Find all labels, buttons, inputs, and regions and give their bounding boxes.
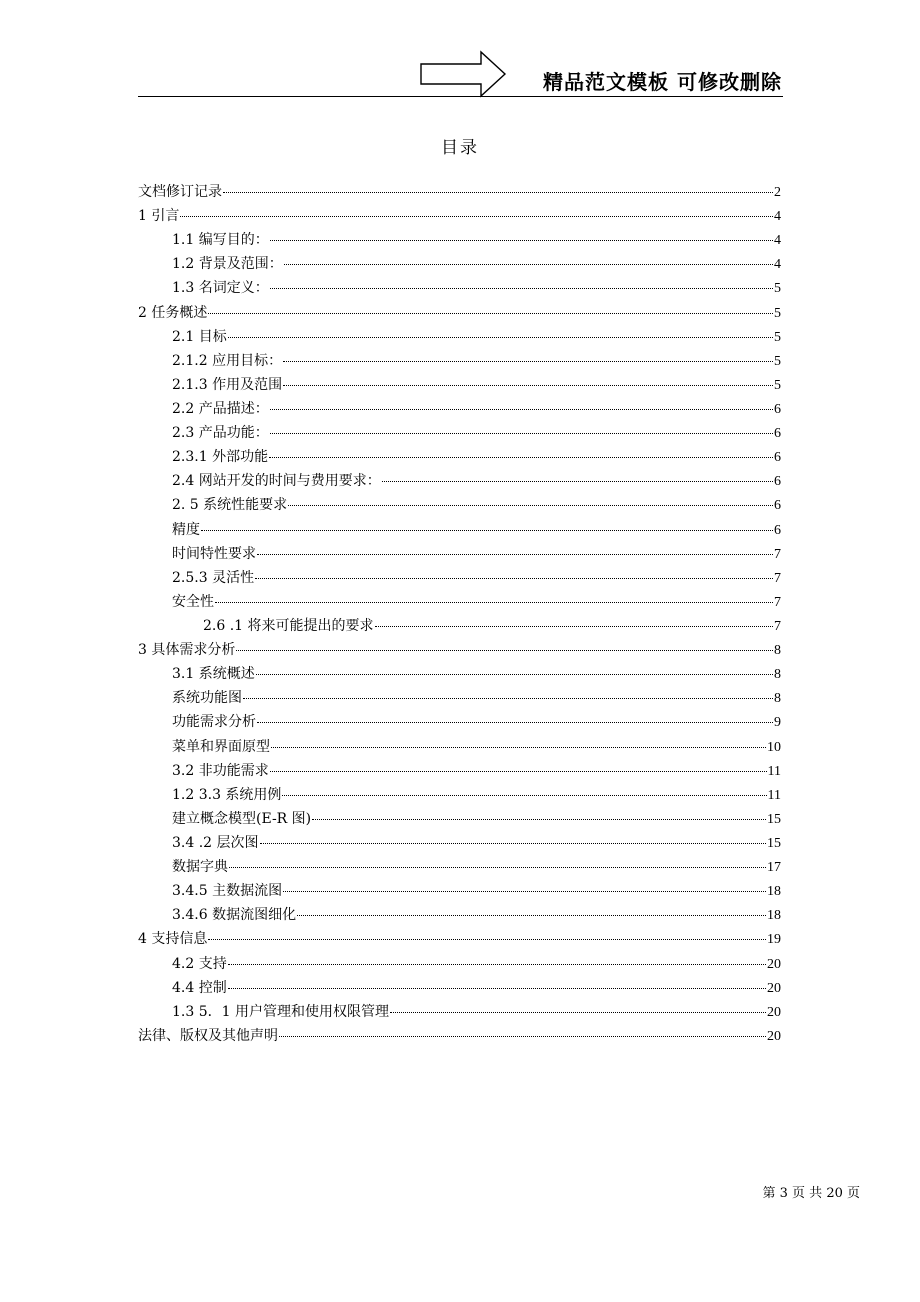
toc-entry-page: 7 xyxy=(774,594,781,610)
toc-dot-leader xyxy=(283,360,773,362)
toc-entry-page: 6 xyxy=(774,498,781,514)
toc-entry-page: 2 xyxy=(774,185,781,200)
toc-entry[interactable] xyxy=(138,590,781,614)
toc-entry[interactable] xyxy=(138,276,781,300)
toc-entry[interactable] xyxy=(138,614,781,638)
toc-entry[interactable] xyxy=(138,228,781,252)
toc-dot-leader xyxy=(255,577,773,579)
toc-dot-leader xyxy=(180,215,773,217)
toc-entry-page: 7 xyxy=(774,618,781,634)
toc-dot-leader xyxy=(257,553,773,555)
toc-dot-leader xyxy=(312,818,766,820)
toc-entry[interactable] xyxy=(138,1000,781,1024)
toc-dot-leader xyxy=(390,1011,766,1013)
toc-dot-leader xyxy=(228,336,773,338)
toc-entry[interactable] xyxy=(138,855,781,879)
toc-dot-leader xyxy=(229,866,766,868)
toc-dot-leader xyxy=(270,239,773,241)
toc-entry-page: 11 xyxy=(767,763,781,779)
toc-entry-title: 1.1 编写目的： xyxy=(172,232,269,249)
toc-entry[interactable] xyxy=(138,566,781,590)
toc-entry[interactable] xyxy=(138,952,781,976)
toc-entry[interactable] xyxy=(138,349,781,373)
toc-entry-title: 2.4 网站开发的时间与费用要求： xyxy=(172,473,381,490)
toc-dot-leader xyxy=(228,963,766,965)
toc-entry-title: 1.3 名词定义： xyxy=(172,280,269,297)
toc-entry[interactable] xyxy=(138,252,781,276)
toc-dot-leader xyxy=(260,842,766,844)
toc-dot-leader xyxy=(236,649,773,651)
toc-entry[interactable] xyxy=(138,662,781,686)
toc-entry-page: 7 xyxy=(774,570,781,586)
toc-dot-leader xyxy=(282,794,766,796)
toc-entry-page: 20 xyxy=(767,1004,781,1020)
toc-entry-title: 3.4.5 主数据流图 xyxy=(172,883,283,900)
toc-entry-page: 5 xyxy=(774,305,781,321)
toc-entry-title: 系统功能图 xyxy=(172,690,242,707)
toc-heading: 目录 xyxy=(441,138,479,158)
toc-dot-leader xyxy=(257,721,773,723)
toc-entry[interactable] xyxy=(138,493,781,517)
toc-entry-title: 4.2 支持 xyxy=(172,955,227,972)
toc-entry-page: 6 xyxy=(774,450,781,466)
toc-dot-leader xyxy=(270,287,773,289)
toc-entry-title: 1 引言 xyxy=(138,208,180,225)
toc-entry-page: 6 xyxy=(774,426,781,442)
toc-entry-title: 菜单和界面原型 xyxy=(172,738,270,755)
toc-entry-page: 6 xyxy=(774,474,781,490)
toc-entry-page: 4 xyxy=(774,233,781,249)
toc-entry[interactable] xyxy=(138,180,781,204)
table-of-contents xyxy=(138,180,781,1048)
toc-entry-title: 2.3.1 外部功能 xyxy=(172,449,269,466)
toc-entry-page: 5 xyxy=(774,377,781,393)
toc-dot-leader xyxy=(228,987,766,989)
toc-dot-leader xyxy=(208,938,766,940)
toc-dot-leader xyxy=(208,312,773,314)
toc-entry-page: 6 xyxy=(774,522,781,538)
toc-entry[interactable] xyxy=(138,1024,781,1048)
toc-entry-title: 3.4 .2 层次图 xyxy=(172,834,259,851)
toc-dot-leader xyxy=(215,601,773,603)
toc-dot-leader xyxy=(243,697,773,699)
toc-entry-page: 15 xyxy=(767,835,781,851)
toc-entry-title: 3.2 非功能需求 xyxy=(172,762,269,779)
toc-dot-leader xyxy=(271,746,766,748)
toc-entry-page: 20 xyxy=(767,1028,781,1044)
toc-entry-title: 3 具体需求分析 xyxy=(138,642,236,659)
toc-entry-title: 2.6 .1 将来可能提出的要求 xyxy=(203,617,374,634)
toc-entry[interactable] xyxy=(138,542,781,566)
toc-entry[interactable] xyxy=(138,445,781,469)
toc-entry-title: 2.1.2 应用目标： xyxy=(172,352,283,369)
toc-entry[interactable] xyxy=(138,421,781,445)
toc-entry-title: 建立概念模型(E-R 图) xyxy=(172,810,312,827)
toc-entry-page: 8 xyxy=(774,643,781,659)
toc-dot-leader xyxy=(297,914,766,916)
toc-entry-page: 18 xyxy=(767,908,781,924)
toc-entry-title: 文档修订记录 xyxy=(138,184,222,200)
toc-dot-leader xyxy=(256,673,773,675)
toc-entry-title: 3.4.6 数据流图细化 xyxy=(172,907,297,924)
toc-entry[interactable] xyxy=(138,710,781,734)
toc-entry[interactable] xyxy=(138,783,781,807)
toc-entry-title: 1.3 5．1 用户管理和使用权限管理 xyxy=(172,1003,389,1020)
toc-entry[interactable] xyxy=(138,397,781,421)
header-divider xyxy=(138,96,783,97)
toc-entry-page: 7 xyxy=(774,546,781,562)
toc-entry[interactable] xyxy=(138,879,781,903)
toc-entry[interactable] xyxy=(138,518,781,542)
toc-entry-title: 时间特性要求 xyxy=(172,545,256,562)
toc-entry[interactable] xyxy=(138,759,781,783)
toc-entry-page: 9 xyxy=(774,715,781,731)
arrow-right-icon xyxy=(419,50,507,98)
toc-entry-title: 1.2 3.3 系统用例 xyxy=(172,786,282,803)
toc-entry[interactable] xyxy=(138,807,781,831)
toc-entry-title: 安全性 xyxy=(172,593,214,610)
toc-entry-page: 4 xyxy=(774,209,781,225)
toc-entry[interactable] xyxy=(138,204,781,228)
toc-dot-leader xyxy=(283,890,766,892)
toc-entry-title: 2 任务概述 xyxy=(138,304,208,321)
toc-entry[interactable] xyxy=(138,638,781,662)
header-title: 精品范文模板 可修改删除 xyxy=(543,70,782,94)
toc-entry-page: 6 xyxy=(774,401,781,417)
toc-entry-title: 4.4 控制 xyxy=(172,979,227,996)
toc-entry[interactable] xyxy=(138,903,781,927)
toc-entry-title: 2.1.3 作用及范围 xyxy=(172,376,283,393)
toc-entry-title: 2. 5 系统性能要求 xyxy=(172,497,288,514)
toc-dot-leader xyxy=(279,1035,766,1037)
toc-dot-leader xyxy=(382,480,773,482)
toc-entry[interactable] xyxy=(138,325,781,349)
toc-dot-leader xyxy=(270,408,773,410)
toc-dot-leader xyxy=(270,432,773,434)
toc-entry-title: 法律、版权及其他声明 xyxy=(138,1027,278,1044)
toc-dot-leader xyxy=(288,504,773,506)
toc-entry-page: 8 xyxy=(774,667,781,683)
toc-entry-page: 15 xyxy=(767,811,781,827)
toc-dot-leader xyxy=(223,191,773,193)
toc-entry-page: 4 xyxy=(774,257,781,273)
toc-entry-title: 4 支持信息 xyxy=(138,931,208,948)
page-footer: 第 3 页 共 20 页 xyxy=(762,1186,860,1201)
toc-entry-title: 2.3 产品功能： xyxy=(172,425,269,442)
toc-entry[interactable] xyxy=(138,469,781,493)
toc-entry[interactable] xyxy=(138,735,781,759)
toc-dot-leader xyxy=(269,456,773,458)
toc-entry[interactable] xyxy=(138,927,781,951)
toc-entry-page: 10 xyxy=(767,739,781,755)
toc-entry-page: 20 xyxy=(767,956,781,972)
toc-entry[interactable] xyxy=(138,831,781,855)
toc-entry[interactable] xyxy=(138,373,781,397)
toc-entry-page: 5 xyxy=(774,353,781,369)
toc-entry-page: 19 xyxy=(767,932,781,948)
toc-dot-leader xyxy=(375,625,773,627)
toc-entry[interactable] xyxy=(138,301,781,325)
toc-entry-title: 2.2 产品描述： xyxy=(172,400,269,417)
toc-entry-page: 5 xyxy=(774,281,781,297)
toc-entry-title: 1.2 背景及范围： xyxy=(172,256,283,273)
toc-dot-leader xyxy=(283,384,773,386)
toc-entry-title: 精度 xyxy=(172,521,200,538)
toc-entry-page: 5 xyxy=(774,329,781,345)
toc-entry-title: 功能需求分析 xyxy=(172,714,256,731)
toc-entry-title: 2.5.3 灵活性 xyxy=(172,569,255,586)
toc-dot-leader xyxy=(201,529,773,531)
toc-entry-page: 8 xyxy=(774,691,781,707)
toc-entry[interactable] xyxy=(138,686,781,710)
toc-entry[interactable] xyxy=(138,976,781,1000)
toc-dot-leader xyxy=(284,263,773,265)
toc-entry-page: 20 xyxy=(767,980,781,996)
toc-entry-title: 数据字典 xyxy=(172,859,228,876)
toc-entry-title: 2.1 目标 xyxy=(172,328,227,345)
toc-entry-page: 17 xyxy=(767,860,781,876)
toc-entry-page: 11 xyxy=(767,787,781,803)
toc-entry-title: 3.1 系统概述 xyxy=(172,666,255,683)
toc-entry-page: 18 xyxy=(767,884,781,900)
toc-dot-leader xyxy=(270,770,767,772)
